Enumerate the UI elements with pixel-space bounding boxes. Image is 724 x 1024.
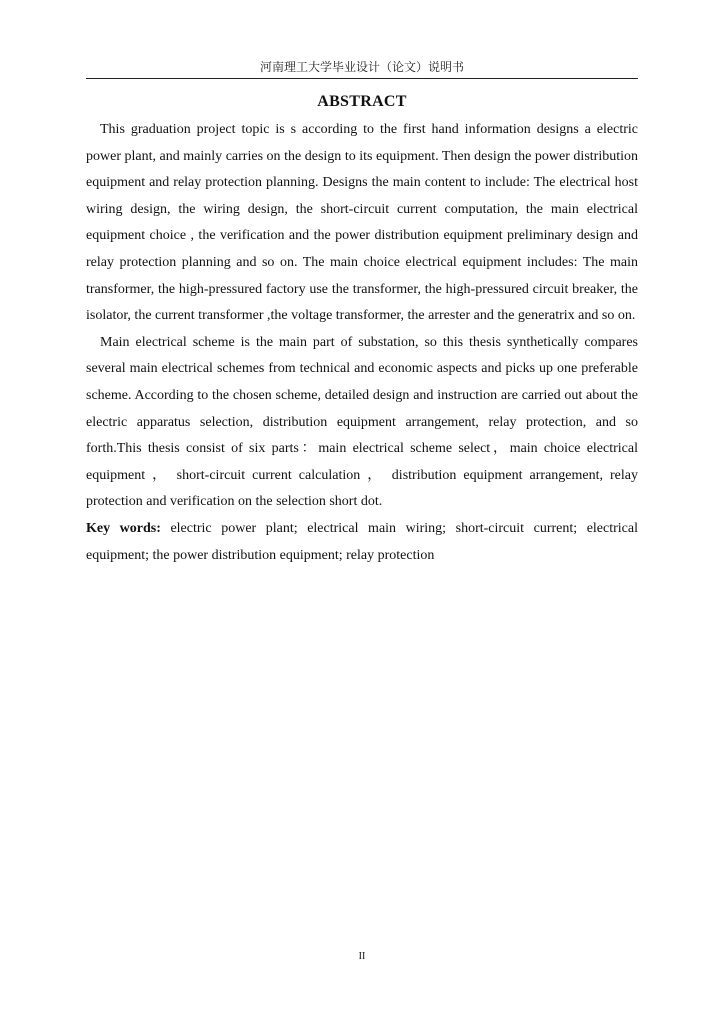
keywords-label: Key words:	[86, 520, 161, 536]
keywords-text: electric power plant; electrical main wiring; short-circuit current; electrical equipment; the power distribution equipment; relay protection	[86, 520, 638, 563]
abstract-paragraph-2: Main electrical scheme is the main part of substation, so this thesis synthetically compares several main electrical schemes from technical and economic aspects and picks up one preferable scheme. According to the chosen scheme, detailed design and instruction are carried out about the electric apparatus selection, distribution equipment arrangement, relay protection, and so forth.This thesis consist of six parts：main electrical scheme select，main choice electrical equipment ， short-circuit current calculation ， distribution equipment arrangement, relay protection and verification on the selection short dot.	[86, 334, 638, 510]
keywords-line	[86, 516, 638, 569]
abstract-paragraph-1: This graduation project topic is s according to the first hand information designs a electric power plant, and mainly carries on the design to its equipment. Then design the power distribution equipment and relay protection planning. Designs the main content to include: The electrical host wiring design, the wiring design, the short-circuit current computation, the main electrical equipment choice , the verification and the power distribution equipment preliminary design and relay protection planning and so on. The main choice electrical equipment includes: The main transformer, the high-pressured factory use the transformer, the high-pressured circuit breaker, the isolator, the current transformer ,the voltage transformer, the arrester and the generatrix and so on.	[86, 122, 638, 324]
abstract-heading: ABSTRACT	[317, 93, 407, 110]
page-number: II	[358, 951, 366, 962]
abstract-body	[86, 117, 638, 569]
running-header: 河南理工大学毕业设计（论文）说明书	[259, 60, 464, 74]
header-rule	[86, 78, 638, 79]
